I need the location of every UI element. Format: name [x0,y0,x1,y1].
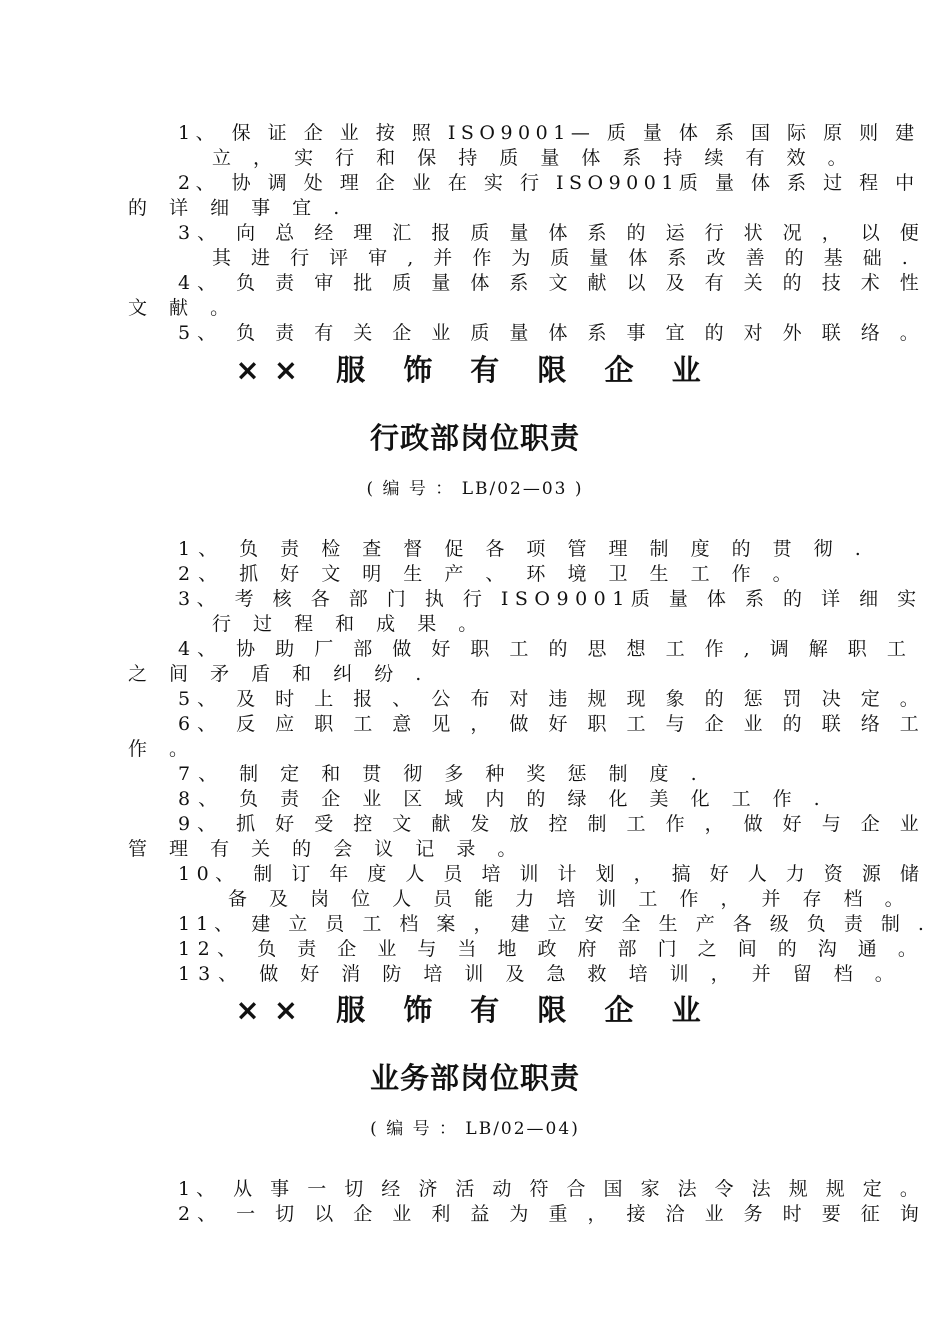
list-item: 2、 协 调 处 理 企 业 在 实 行 ISO9001质 量 体 系 过 程 中 [178,172,920,194]
list-item-continuation: 的 详 细 事 宜 . [128,197,348,219]
list-item: 11、 建 立 员 工 档 案 ， 建 立 安 全 生 产 各 级 负 责 制 . [178,913,930,935]
list-item: 1、 负 责 检 查 督 促 各 项 管 理 制 度 的 贯 彻 . [178,538,869,560]
list-item: 3、 考 核 各 部 门 执 行 ISO9001质 量 体 系 的 详 细 实 [178,588,923,610]
list-item: 8、 负 责 企 业 区 域 内 的 绿 化 美 化 工 作 . [178,788,828,810]
list-item: 4、 协 助 厂 部 做 好 职 工 的 思 想 工 作 , 调 解 职 工 [178,638,913,660]
list-item-continuation: 立 ， 实 行 和 保 持 质 量 体 系 持 续 有 效 。 [212,147,855,169]
list-item: 10、 制 订 年 度 人 员 培 训 计 划 ， 搞 好 人 力 资 源 储 [178,863,926,885]
list-item: 13、 做 好 消 防 培 训 及 急 救 培 训 ， 并 留 档 。 [178,963,902,985]
list-item: 2、 一 切 以 企 业 利 益 为 重 ， 接 洽 业 务 时 要 征 询 [178,1203,926,1225]
list-item: 12、 负 责 企 业 与 当 地 政 府 部 门 之 间 的 沟 通 。 [178,938,925,960]
list-item: 2、 抓 好 文 明 生 产 、 环 境 卫 生 工 作 。 [178,563,800,585]
list-item: 9、 抓 好 受 控 文 献 发 放 控 制 工 作 ， 做 好 与 企 业 [178,813,926,835]
section-title: 业务部岗位职责 [369,1061,580,1095]
document-code: ( 编 号 ： LB/02—04) [370,1119,580,1139]
list-item-continuation: 行 过 程 和 成 果 。 [212,613,486,635]
list-item-continuation: 其 进 行 评 审 , 并 作 为 质 量 体 系 改 善 的 基 础 . [212,247,915,269]
list-item-continuation: 备 及 岗 位 人 员 能 力 培 训 工 作 ， 并 存 档 。 [228,888,912,910]
list-item: 4、 负 责 审 批 质 量 体 系 文 献 以 及 有 关 的 技 术 性 [178,272,926,294]
list-item: 6、 反 应 职 工 意 见 ， 做 好 职 工 与 企 业 的 联 络 工 [178,713,926,735]
list-item: 1、 从 事 一 切 经 济 活 动 符 合 国 家 法 令 法 规 规 定 。 [178,1178,925,1200]
list-item-continuation: 文 献 。 [128,297,238,319]
list-item: 7、 制 定 和 贯 彻 多 种 奖 惩 制 度 . [178,763,705,785]
company-name: ×× 服 饰 有 限 企 业 [235,993,715,1027]
list-item: 3、 向 总 经 理 汇 报 质 量 体 系 的 运 行 状 况 ， 以 便 [178,222,926,244]
section-title: 行政部岗位职责 [369,421,580,455]
company-name: ×× 服 饰 有 限 企 业 [235,353,715,387]
document-code: ( 编 号 ： LB/02—03 ) [366,479,584,499]
list-item-continuation: 作 。 [128,738,197,760]
list-item: 5、 及 时 上 报 、 公 布 对 违 规 现 象 的 惩 罚 决 定 。 [178,688,926,710]
list-item-continuation: 之 间 矛 盾 和 纠 纷 . [128,663,430,685]
list-item: 5、 负 责 有 关 企 业 质 量 体 系 事 宜 的 对 外 联 络 。 [178,322,926,344]
list-item-continuation: 管 理 有 关 的 会 议 记 录 。 [128,838,525,860]
list-item: 1、 保 证 企 业 按 照 ISO9001— 质 量 体 系 国 际 原 则 建 [178,122,920,144]
